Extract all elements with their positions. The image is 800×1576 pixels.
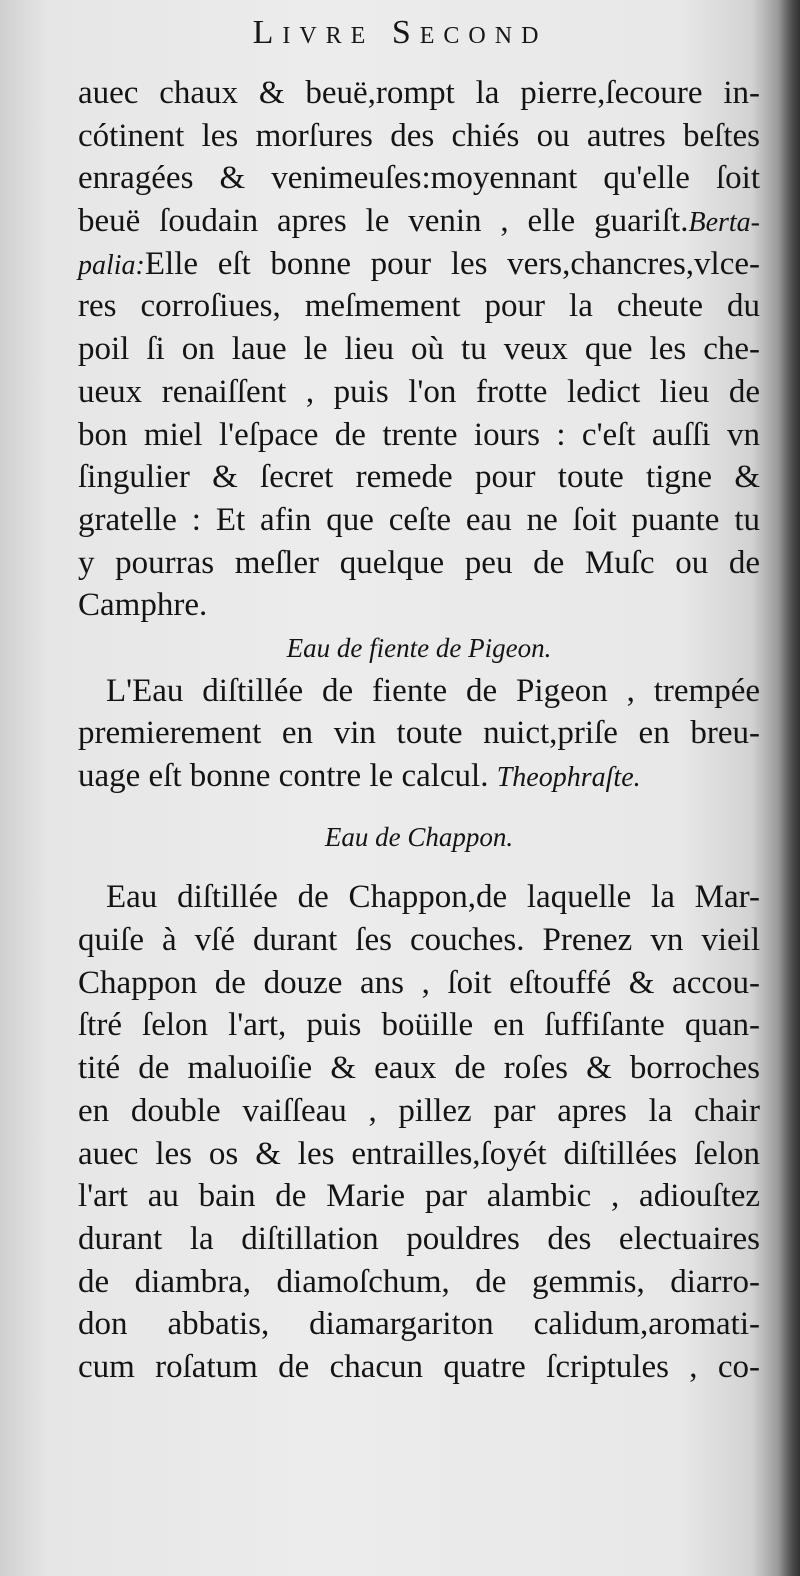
text-line: auec chaux & beuë,rompt la pierre,ſecoure in- — [78, 75, 760, 111]
text-line: Eau diſtillée de Chappon,de laquelle la Mar- — [106, 879, 760, 916]
page-text — [78, 72, 760, 1389]
text-line: cum roſatum de chacun quatre ſcriptules , co- — [78, 1348, 760, 1385]
text-line: y pourras meſler quelque peu de Muſc ou de — [78, 544, 760, 581]
text-line: gratelle : Et afin que ceſte eau ne ſoit puante tu — [78, 501, 760, 538]
text-line: ueux renaiſſent , puis l'on frotte ledict lieu de — [78, 373, 760, 410]
text-line: bon miel l'eſpace de trente iours : c'eſt auſſi vn — [78, 416, 760, 453]
text-line: Chappon de douze ans , ſoit eſtouffé & accou- — [78, 964, 760, 1001]
section-heading-pigeon: Eau de fiente de Pigeon. — [286, 632, 552, 663]
text-line: enragées & venimeuſes:moyennant qu'elle ſoit — [78, 160, 760, 197]
spacer — [78, 858, 760, 876]
text-line: l'art au bain de Marie par alambic , adiouſtez — [78, 1178, 760, 1215]
text-line: quiſe à vſé durant ſes couches. Prenez vn vieil — [78, 922, 760, 959]
text-line — [78, 200, 760, 243]
text-fragment: beuë ſoudain apres le venin , elle guariſt. — [78, 203, 689, 240]
text-line: premierement en vin toute nuict,priſe en breu- — [78, 715, 760, 752]
citation-bertapalia: Berta- — [688, 207, 760, 239]
text-line: auec les os & les entrailles,ſoyét diſtillées ſelon — [78, 1135, 760, 1172]
citation-bertapalia-cont: palia: — [78, 249, 145, 281]
text-line: res corroſiues, meſmement pour la cheute du — [78, 288, 760, 325]
running-header: Livre Second — [252, 14, 548, 51]
text-line: cótinent les morſures des chiés ou autres beſtes — [78, 117, 760, 154]
section-heading-chappon: Eau de Chappon. — [324, 821, 514, 852]
spacer — [78, 798, 760, 816]
text-line: tité de maluoiſie & eaux de roſes & borroches — [78, 1050, 760, 1087]
text-line: de diambra, diamoſchum, de gemmis, diarro- — [78, 1263, 760, 1300]
text-line: poil ſi on laue le lieu où tu veux que les che- — [78, 331, 760, 368]
text-line: L'Eau diſtillée de fiente de Pigeon , trempée — [106, 672, 760, 709]
binding-shadow — [778, 0, 800, 1576]
text-line — [78, 243, 760, 286]
text-line: durant la diſtillation pouldres des electuaires — [78, 1220, 760, 1257]
text-fragment: Elle eſt bonne pour les vers,chancres,vlce- — [144, 245, 760, 282]
citation-theophraste: Theophraſte. — [496, 762, 641, 793]
text-line: Camphre. — [78, 587, 208, 624]
text-line: en double vaiſſeau , pillez par apres la chair — [78, 1092, 760, 1129]
text-fragment: uage eſt bonne contre le calcul. — [78, 758, 489, 794]
text-line: ſingulier & ſecret remede pour toute tigne & — [78, 459, 760, 496]
text-line: ſtré ſelon l'art, puis boüille en ſuffiſante quan- — [78, 1007, 760, 1044]
text-line — [78, 755, 760, 798]
text-line: don abbatis, diamargariton calidum,aromati- — [78, 1306, 760, 1343]
